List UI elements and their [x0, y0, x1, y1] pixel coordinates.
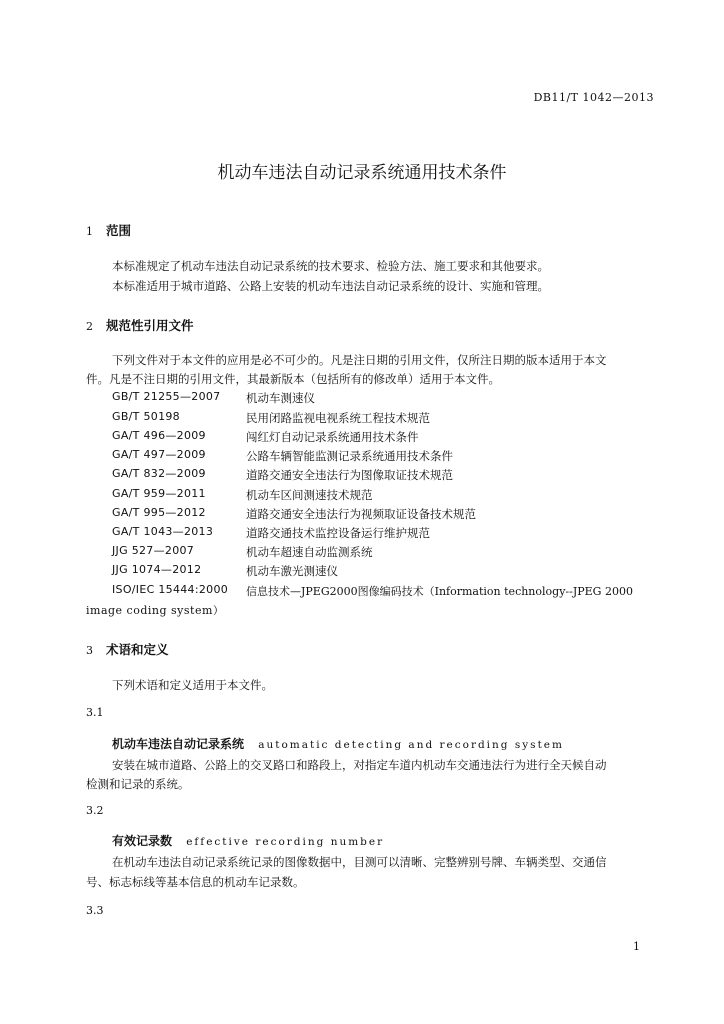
reference-code: GA/T 959—2011: [112, 487, 206, 500]
reference-title: 机动车超速自动监测系统: [246, 545, 373, 559]
term-english: automatic detecting and recording system: [258, 739, 564, 751]
section-number: 2: [86, 320, 93, 333]
term-definition: 安装在城市道路、公路上的交叉路口和路段上，对指定车道内机动车交通违法行为进行全天候自动: [112, 758, 607, 772]
paragraph: 下列文件对于本文件的应用是必不可少的。凡是注日期的引用文件，仅所注日期的版本适用于本文: [112, 353, 607, 367]
section-title: 术语和定义: [106, 642, 169, 657]
page-number: 1: [633, 940, 640, 953]
term-chinese: [112, 832, 384, 849]
section-number: 3: [86, 644, 93, 657]
section-1-heading: [86, 221, 131, 239]
term-number: 3.3: [86, 904, 104, 917]
standard-code: DB11/T 1042—2013: [533, 91, 654, 104]
document-title: 机动车违法自动记录系统通用技术条件: [217, 163, 507, 183]
reference-title: 民用闭路监视电视系统工程技术规范: [246, 411, 430, 425]
paragraph: 本标准适用于城市道路、公路上安装的机动车违法自动记录系统的设计、实施和管理。: [112, 279, 549, 293]
term-number: 3.2: [86, 804, 104, 817]
section-title: 范围: [106, 223, 132, 238]
reference-title: 机动车区间测速技术规范: [246, 488, 373, 502]
reference-title: 道路交通安全违法行为图像取证技术规范: [246, 468, 453, 482]
term-english: effective recording number: [186, 836, 385, 848]
reference-code: GA/T 496—2009: [112, 429, 206, 442]
reference-title: 公路车辆智能监测记录系统通用技术条件: [246, 449, 453, 463]
section-title: 规范性引用文件: [106, 318, 194, 333]
term-chinese-text: 有效记录数: [112, 834, 173, 848]
reference-title: 道路交通安全违法行为视频取证设备技术规范: [246, 507, 476, 521]
term-definition: 号、标志标线等基本信息的机动车记录数。: [86, 875, 305, 889]
reference-title: 机动车激光测速仪: [246, 564, 338, 578]
paragraph: 下列术语和定义适用于本文件。: [112, 678, 273, 692]
reference-title: 信息技术—JPEG2000图像编码技术（Information technology--JPEG 2000: [246, 585, 633, 598]
section-2-heading: [86, 316, 194, 334]
reference-code: GA/T 995—2012: [112, 506, 206, 519]
reference-code: GA/T 1043—2013: [112, 525, 214, 538]
reference-code: GB/T 21255—2007: [112, 390, 221, 403]
term-definition: 检测和记录的系统。: [86, 777, 190, 791]
reference-title: 机动车测速仪: [246, 391, 315, 405]
section-number: 1: [86, 225, 93, 238]
paragraph: 件。凡是不注日期的引用文件，其最新版本（包括所有的修改单）适用于本文件。: [86, 372, 500, 386]
reference-code: GA/T 497—2009: [112, 448, 206, 461]
reference-title-continuation: image coding system）: [86, 604, 225, 617]
paragraph: 本标准规定了机动车违法自动记录系统的技术要求、检验方法、施工要求和其他要求。: [112, 259, 549, 273]
reference-code: JJG 1074—2012: [112, 563, 202, 576]
term-number: 3.1: [86, 706, 104, 719]
term-chinese-text: 机动车违法自动记录系统: [112, 737, 245, 751]
reference-code: JJG 527—2007: [112, 544, 195, 557]
reference-code: GA/T 832—2009: [112, 467, 206, 480]
term-definition: 在机动车违法自动记录系统记录的图像数据中，目测可以清晰、完整辨别号牌、车辆类型、交通信: [112, 855, 607, 869]
reference-title: 闯红灯自动记录系统通用技术条件: [246, 430, 419, 444]
section-3-heading: [86, 640, 169, 658]
reference-code: GB/T 50198: [112, 410, 180, 423]
reference-title: 道路交通技术监控设备运行维护规范: [246, 526, 430, 540]
reference-code: ISO/IEC 15444:2000: [112, 583, 229, 596]
term-chinese: [112, 735, 564, 752]
